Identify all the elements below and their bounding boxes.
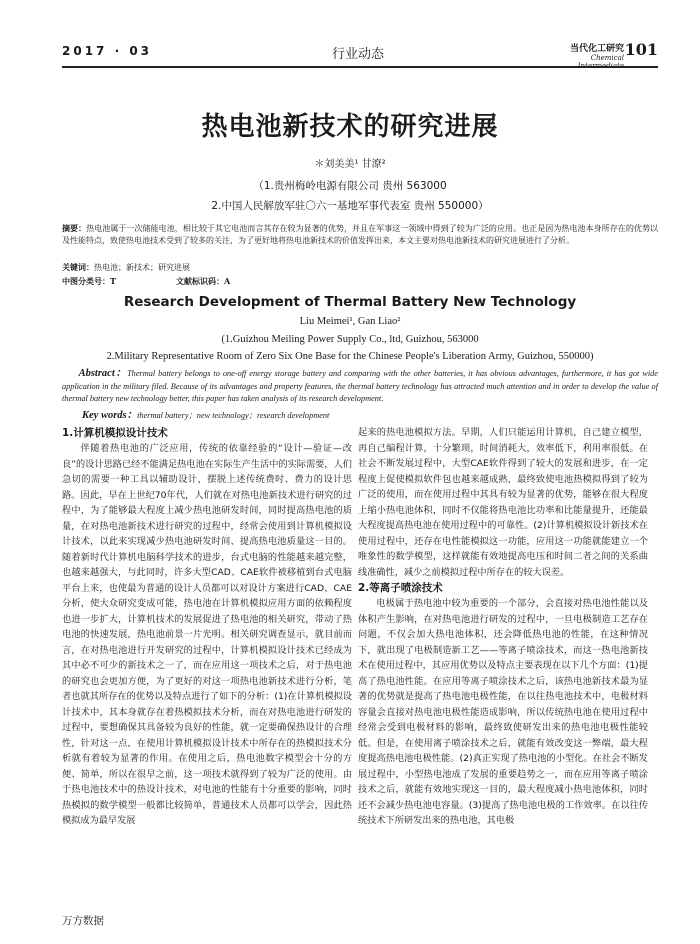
authors-cn: ＊刘美美¹ 甘潦² [314,159,386,170]
affiliation-en-2: 2.Military Representative Room of Zero Six One Base for the Chinese People's Liberation Army, Guizhou, 550000) [106,351,594,362]
journal-name-cn: 当代化工研究 [569,44,624,54]
affiliation-en-1: (1.Guizhou Meiling Power Supply Co., ltd, Guizhou, 563000 [221,334,479,345]
issue-date: 2017 · 03 [62,44,153,58]
clc-value: T [110,276,116,286]
body-column-right [358,425,648,829]
affiliation-cn-2: 2.中国人民解放军驻〇六一基地军事代表室 贵州 550000） [211,200,489,212]
header-divider [62,66,658,68]
keywords-cn [62,262,658,273]
classification-cn [62,276,658,287]
section-1-paragraph: 伴随着热电池的广泛应用，传统的依靠经验的“设计—验证—改良”的设计思路已经不能满足热电池在实际生产生活中的实际需要，人们急切的需要一种工具以辅助设计，摆脱上述传统费时、费力的设计思路。因此，早在上世纪70年代，人们就在对热电池新技术进行研究的过程中，为了能够最大程度上减少热电池研发时间，同时提高热电池的质量，在对热电池新技术进行研究的过程中，经常会使用到计算机模拟设计技术，以此来实现减少热电池研发时间、提高热电池质量这一目的。随着新时代计算机电脑科学技术的进步，台式电脑的性能越来越完整，也越来越强大，与此同时，许多大型CAD、CAE软件被移植到台式电脑平台上来，也使最为普通的设计人员都可以对设计方案进行CAD、CAE分析，使大众研究变成可能，热电池在计算机模拟应用方面的依赖程度也进一步扩大，计算机技术的发展促进了热电池的相关研究，带动了热电池的快速发展，热电池前景一片光明。相关研究调查显示，就目前而言，在对热电池进行开发研究的过程中，计算机模拟设计技术已经成为其中必不可少的新技术之一了，而在应用这一项技术之后，对于热电池的研究也会更加方便，为了更好的对这一项热电池新技术进行分析，笔者也就其所存在的优势以及特点进行了如下的分析：(1)在计算机模拟设计技术中，其本身就存在着热模拟技术分析，而在对热电池进行研发的过程中，要想确保其具备较为良好的性能，就一定要确保热设计的合理性，针对这一点，在使用计算机模拟设计技术中所存在的热模拟技术分析就有着较为显著的作用。在使用之后，热电池数字模型会十分的方便、简单，所以在很早之前，这一项技术就得到了较为广泛的使用。由于热电池技术中的热设计技术，对电池的性能有十分重要的影响，同时热模拟的数学模型一般都比较简单，普通技术人员都可以学会，因此热模拟成为最早发展 [62,443,352,826]
footer-source: 万方数据 [62,915,104,927]
keywords-cn-text: 热电池；新技术；研究进展 [94,263,190,272]
abstract-en-label: Abstract [78,368,115,379]
section-2-paragraph: 电极属于热电池中较为重要的一个部分，会直接对热电池性能以及体积产生影响，在对热电池进行研发的过程中，一旦电极制造工艺存在问题，不仅会加大热电池体积，还会降低热电池的性能，在这种情况下，就出现了电极制造新工艺——等离子喷涂技术，而这一热电池新技术在使用过程中，其应用优势以及特点主要表现在以下几个方面：(1)提高了热电池性能。在应用等离子喷涂技术之后，该热电池新技术最为显著的优势就是提高了热电池电极性能，在以往热电池技术中，电极材料容量会直接对热电池电极性能造成影响，所以传统热电池在使用过程中经常会受到电极材料的影响，最终致使研发出来的热电池电极性能较低。但是，在使用离子喷涂技术之后，就能有效改变这一弊端，最大程度提高热电池电极性能。(2)真正实现了热电池的小型化。在社会不断发展过程中，小型热电池成了发展的重要趋势之一，而在应用等离子喷涂技术之后，就能有效地实现这一目的，最大程度减小热电池体积，同时还不会减少热电池电容量。(3)提高了热电池电极的工作效率。在以往传统技术下所研发出来的热电池，其电极 [358,598,648,826]
doc-code-label: 文献标识码： [175,276,224,286]
keywords-en-label: Key words [82,410,127,421]
section-2-heading: 2.等离子喷涂技术 [358,582,443,594]
abstract-en: Abstract：Thermal battery belongs to one-off energy storage battery and comparing with the other batteries, it has obvious advantages, furthermore, it has got wide application in the military filed. Because of its advantages and property features, the thermal battery technology has attracted much attention and in order to develop the value of thermal battery new technology better, this paper has taken analysis of its research development. [62,368,658,403]
page-number: 101 [624,40,658,59]
keywords-en: Key words：thermal battery；new technology；research development [82,410,330,421]
affiliation-cn-1: （1.贵州梅岭电源有限公司 贵州 563000 [253,180,447,192]
section-1-paragraph-continued: 起来的热电池模拟方法。早期，人们只能运用计算机，自己建立模型，再自己编程计算，十分繁琐，时间消耗大，效率低下，利用率很低。在社会不断发展过程中，大型CAE软件得到了较大的发展和进步，在一定程度上促使模拟软件包也越来越成熟，最终致使电池热模拟得到了较为广泛的使用，而在使用过程中其具有较为显著的优势，能够在很大程度上缩小热电池体积，同时不仅能将热电池比功率和比能量提升，还能最大程度提高热电池在使用过程中的可靠性。(2)计算机模拟设计新技术在使用过程中，还存在电性能模拟这一功能，应用这一功能就能建立一个唯象性的数学模型，这样就能有效地提高电压和时间二者之间的关系曲线准确性，减少之前模拟过程中所存在的较大误差。 [358,427,648,578]
abstract-cn-text: 热电池属于一次储能电池，相比较于其它电池而言其存在较为显著的优势，并且在军事这一领域中得到了较为广泛的应用。也正是因为热电池本身所存在的优势以及性能特点，致使热电池技术受到了较多的关注，为了更好地将热电池新技术的价值发挥出来，本文主要对热电池新技术的研究进展进行了分析。 [62,224,658,245]
clc-label: 中图分类号： [62,276,110,286]
abstract-cn-label: 摘要： [62,223,87,233]
body-column-left [62,425,352,829]
section-name: 行业动态 [332,47,385,62]
abstract-en-text: Thermal battery belongs to one-off energy storage battery and comparing with the other batteries, it has obvious advantages, furthermore, it has got wide application in the military filed. Because of its advantages and property features, the thermal battery technology has attracted much attention and in order to develop the value of thermal battery new technology better, this paper has taken analysis of its research development. [62,369,658,403]
doc-code-value: A [223,276,231,286]
abstract-cn [62,222,658,247]
authors-en: Liu Meimei¹, Gan Liao² [299,316,401,327]
journal-name-en: Chemical Intermediate [577,54,624,70]
keywords-en-text: thermal battery；new technology；research development [137,411,330,420]
paper-title-cn: 热电池新技术的研究进展 [201,112,499,142]
keywords-cn-label: 关键词： [62,262,94,272]
paper-title-en: Research Development of Thermal Battery New Technology [123,294,577,310]
section-1-heading: 1.计算机模拟设计技术 [62,427,168,439]
running-header [62,40,658,70]
